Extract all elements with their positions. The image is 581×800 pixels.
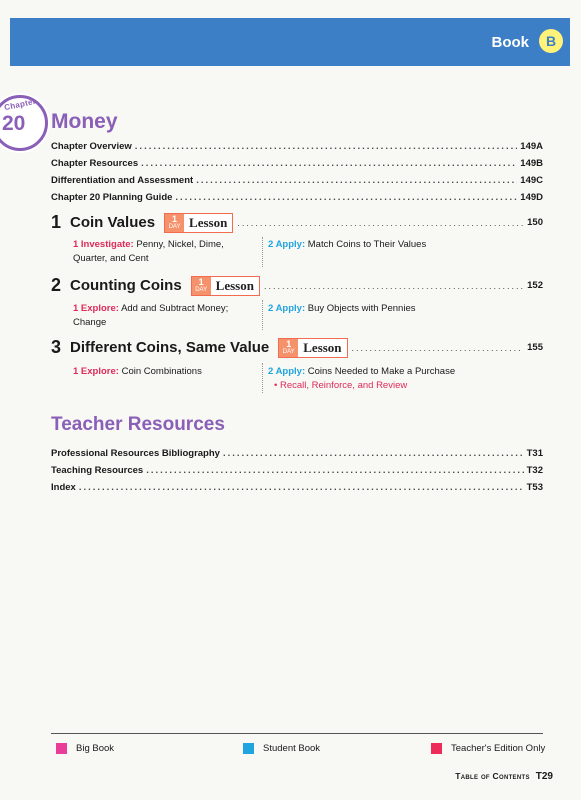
- lesson-tag-word: Lesson: [184, 214, 232, 232]
- lesson-title: Coin Values: [70, 214, 156, 231]
- lesson-part-left: 1 Investigate: Penny, Nickel, Dime, Quarter, and Cent: [73, 239, 224, 264]
- toc-entry-label: Chapter Overview: [51, 141, 132, 152]
- lesson-part-right: 2 Apply: Coins Needed to Make a Purchase • Recall, Reinforce, and Review: [268, 365, 528, 393]
- day-count: 1 DAY: [192, 277, 211, 295]
- student-book-swatch: [243, 743, 254, 754]
- toc-entry-page: 149D: [520, 192, 543, 203]
- toc-entry[interactable]: [51, 448, 543, 459]
- dot-leader: [237, 218, 523, 228]
- legend-label: Student Book: [263, 743, 321, 754]
- page-footer: [455, 771, 553, 782]
- toc-entry-label: Differentiation and Assessment: [51, 175, 194, 186]
- dot-leader: [135, 141, 517, 152]
- teachers-edition-swatch: [431, 743, 442, 754]
- one-day-lesson-tag: [164, 213, 233, 233]
- dot-leader: [175, 192, 517, 203]
- day-count: 1 DAY: [165, 214, 184, 232]
- lesson-page: 155: [527, 342, 543, 353]
- dot-leader: [196, 175, 517, 186]
- toc-entry-label: Teaching Resources: [51, 465, 144, 476]
- toc-entry-page: 149A: [520, 141, 543, 152]
- chapter-word: Chapter: [3, 96, 37, 113]
- dot-leader: [141, 158, 517, 169]
- toc-entry-page: T53: [526, 482, 543, 493]
- lesson-part-left: 1 Explore: Add and Subtract Money; Change: [73, 303, 229, 328]
- lesson-part-left: 1 Explore: Coin Combinations: [73, 366, 202, 377]
- chapter-number: 20: [2, 112, 26, 135]
- toc-entry[interactable]: [51, 482, 543, 493]
- legend-label: Teacher's Edition Only: [451, 743, 546, 754]
- legend-item-student-book: [243, 743, 320, 754]
- toc-entry[interactable]: [51, 158, 543, 169]
- lesson-number: 3: [51, 337, 62, 357]
- dot-leader: [352, 343, 524, 353]
- footer-section: Table of Contents: [455, 771, 530, 781]
- page-number: T29: [535, 771, 553, 782]
- one-day-lesson-tag: [278, 338, 347, 358]
- toc-entry-page: 149B: [520, 158, 543, 169]
- lesson-heading[interactable]: [51, 275, 543, 296]
- teacher-resources-title: Teacher Resources: [51, 414, 225, 435]
- dot-leader: [146, 465, 523, 476]
- toc-entry-label: Chapter 20 Planning Guide: [51, 192, 173, 203]
- toc-entry[interactable]: [51, 465, 543, 476]
- dot-leader: [223, 448, 524, 459]
- lesson-part-right: 2 Apply: Match Coins to Their Values: [268, 239, 427, 250]
- toc-entry-page: T31: [526, 448, 543, 459]
- chapter-title: Money: [51, 110, 118, 133]
- legend-label: Big Book: [76, 743, 115, 754]
- footer-divider: [51, 733, 543, 734]
- toc-entry[interactable]: [51, 192, 543, 203]
- book-label: Book: [491, 34, 529, 51]
- lesson-tag-word: Lesson: [211, 277, 259, 295]
- lesson-number: 2: [51, 275, 62, 295]
- lesson-number: 1: [51, 212, 62, 232]
- dot-leader: [79, 482, 524, 493]
- toc-entry-label: Index: [51, 482, 76, 493]
- divider: [262, 363, 263, 393]
- toc-entry[interactable]: [51, 175, 543, 186]
- lesson-page: 152: [527, 280, 543, 291]
- divider: [262, 237, 263, 267]
- review-bullet: • Recall, Reinforce, and Review: [274, 380, 408, 391]
- lesson-page: 150: [527, 217, 543, 228]
- toc-entry-label: Chapter Resources: [51, 158, 139, 169]
- header-band: [10, 18, 570, 66]
- lesson-title: Different Coins, Same Value: [70, 339, 270, 356]
- legend-item-big-book: [56, 743, 114, 754]
- day-count: 1 DAY: [279, 339, 298, 357]
- dot-leader: [264, 281, 523, 291]
- legend-item-teachers-edition: [431, 743, 545, 754]
- book-letter-badge: B: [539, 29, 563, 53]
- one-day-lesson-tag: [191, 276, 260, 296]
- toc-entry-page: 149C: [520, 175, 543, 186]
- toc-entry-label: Professional Resources Bibliography: [51, 448, 220, 459]
- big-book-swatch: [56, 743, 67, 754]
- lesson-part-right: 2 Apply: Buy Objects with Pennies: [268, 303, 416, 314]
- divider: [262, 300, 263, 330]
- toc-entry-page: T32: [526, 465, 543, 476]
- lesson-heading[interactable]: [51, 212, 543, 233]
- lesson-tag-word: Lesson: [298, 339, 346, 357]
- toc-entry[interactable]: [51, 141, 543, 152]
- lesson-title: Counting Coins: [70, 277, 182, 294]
- lesson-heading[interactable]: [51, 337, 543, 358]
